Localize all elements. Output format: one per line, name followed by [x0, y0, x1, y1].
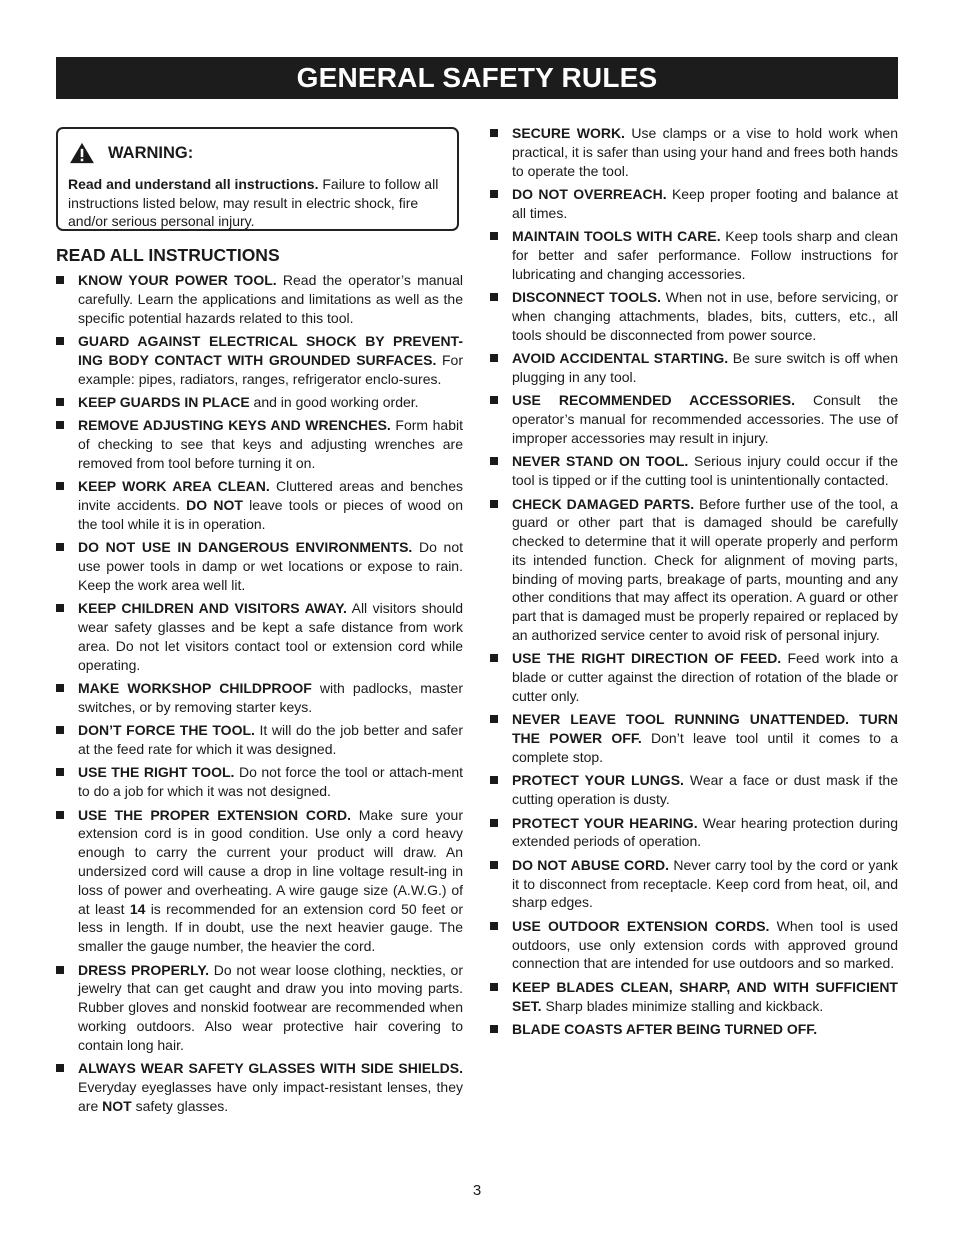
square-bullet-icon — [56, 604, 64, 612]
rule-lead: GUARD AGAINST ELECTRICAL SHOCK BY PREVENT-ING BODY CONTACT WITH GROUNDED SURFACES. — [78, 332, 463, 368]
rule-item — [56, 477, 463, 533]
square-bullet-icon — [56, 337, 64, 345]
square-bullet-icon — [56, 543, 64, 551]
rule-lead: MAKE WORKSHOP CHILDPROOF — [78, 680, 312, 697]
square-bullet-icon — [490, 776, 498, 784]
square-bullet-icon — [490, 354, 498, 362]
warning-text — [68, 175, 448, 231]
rule-lead: DO NOT USE IN DANGEROUS ENVIRONMENTS. — [78, 539, 413, 556]
rule-item — [490, 227, 898, 283]
rule-body-tail: safety glasses. — [131, 1097, 229, 1114]
rule-lead: KNOW YOUR POWER TOOL. — [78, 272, 277, 288]
rule-emphasis: 14 — [129, 900, 146, 917]
rule-emphasis: DO NOT — [186, 497, 243, 514]
rule-body: When tool is used outdoors, use only extension cords with approved ground connection that are intended for use outdoors and so marked. — [512, 917, 899, 972]
rule-body: Wear hearing protection during extended periods of operation. — [512, 814, 899, 850]
square-bullet-icon — [56, 421, 64, 429]
rule-body: Don’t leave tool until it comes to a complete stop. — [512, 730, 898, 766]
rule-body-tail: leave tools or pieces of wood on the tool while it is in operation. — [78, 497, 463, 532]
square-bullet-icon — [56, 398, 64, 406]
rule-lead: KEEP GUARDS IN PLACE — [78, 393, 250, 410]
rule-item — [56, 961, 463, 1055]
rule-body: Make sure your extension cord is in good condition. Use only a cord heavy enough to carry the current your product will draw. An undersized cord will cause a drop in line voltage result-ing in loss of power and overheating. A wire gauge size (A.W.G.) of at least — [78, 806, 464, 917]
rule-item — [56, 679, 463, 717]
square-bullet-icon — [490, 396, 498, 404]
section-title: READ ALL INSTRUCTIONS — [56, 245, 280, 265]
rule-item — [56, 763, 463, 801]
rule-item — [56, 332, 463, 388]
page-title: GENERAL SAFETY RULES — [56, 57, 898, 99]
rule-item — [56, 416, 463, 472]
rule-body: Do not force the tool or attach-ment to do a job for which it was not designed. — [78, 764, 463, 800]
square-bullet-icon — [56, 726, 64, 734]
square-bullet-icon — [490, 654, 498, 662]
rule-lead: USE OUTDOOR EXTENSION CORDS. — [512, 917, 770, 934]
rule-lead: DO NOT OVERREACH. — [512, 185, 667, 202]
square-bullet-icon — [490, 861, 498, 869]
rule-body: Never carry tool by the cord or yank it to disconnect from receptacle. Keep cord from heat, oil, and sharp edges. — [512, 856, 898, 911]
square-bullet-icon — [490, 500, 498, 508]
rule-lead: DRESS PROPERLY. — [78, 961, 210, 978]
rule-item — [56, 599, 463, 674]
rule-item — [490, 185, 898, 223]
rule-body: Be sure switch is off when plugging in any tool. — [512, 350, 898, 385]
right-rule-list — [490, 124, 898, 1043]
square-bullet-icon — [56, 482, 64, 490]
rule-body: For example: pipes, radiators, ranges, refrigerator enclo-sures. — [78, 351, 464, 387]
rule-lead: DISCONNECT TOOLS. — [512, 289, 662, 306]
rule-item — [490, 771, 898, 809]
rule-body-tail: is recommended for an extension cord 50 feet or less in length. If in doubt, use the next heavier gauge. The smaller the gauge number, the heavier the cord. — [78, 900, 464, 955]
rule-body: Keep tools sharp and clean for better and safer performance. Follow instructions for lubricating and changing accessories. — [512, 228, 898, 282]
rule-item — [56, 721, 463, 759]
rule-body: When not in use, before servicing, or when changing attachments, blades, bits, cutters, etc., all tools should be disconnected from power source. — [512, 289, 898, 343]
rule-body: Form habit of checking to see that keys and adjusting wrenches are removed from tool before turning it on. — [78, 417, 463, 471]
rule-lead: BLADE COASTS AFTER BEING TURNED OFF. — [512, 1020, 818, 1037]
rule-body: Wear a face or dust mask if the cutting operation is dusty. — [512, 772, 898, 808]
rule-lead: USE THE RIGHT TOOL. — [78, 764, 235, 781]
rule-lead: USE THE RIGHT DIRECTION OF FEED. — [512, 650, 782, 667]
rule-lead: KEEP WORK AREA CLEAN. — [78, 478, 270, 495]
square-bullet-icon — [490, 129, 498, 137]
rule-item — [56, 393, 463, 412]
rule-body: Do not use power tools in damp or wet locations or expose to rain. Keep the work area well lit. — [78, 539, 464, 593]
rule-body: Everyday eyeglasses have only impact-resistant lenses, they are — [78, 1079, 463, 1114]
rule-item — [490, 814, 898, 852]
rule-lead: USE THE PROPER EXTENSION CORD. — [78, 806, 351, 823]
rule-item — [490, 649, 898, 705]
page-number: 3 — [472, 1182, 482, 1199]
square-bullet-icon — [490, 983, 498, 991]
warning-body: Failure to follow all instructions listed below, may result in electric shock, fire and/or serious personal injury. — [68, 176, 439, 229]
square-bullet-icon — [490, 457, 498, 465]
rule-lead: ALWAYS WEAR SAFETY GLASSES WITH SIDE SHIELDS. — [78, 1060, 463, 1077]
rule-item — [490, 978, 898, 1016]
square-bullet-icon — [490, 190, 498, 198]
warning-box — [56, 127, 459, 231]
warning-heading-row — [68, 142, 448, 164]
square-bullet-icon — [56, 1064, 64, 1072]
rule-item — [56, 271, 463, 327]
square-bullet-icon — [56, 966, 64, 974]
rule-body: Serious injury could occur if the tool is tipped or if the cutting tool is unintentionally contacted. — [512, 453, 898, 489]
warning-triangle-icon — [68, 142, 96, 164]
square-bullet-icon — [56, 768, 64, 776]
rule-lead: USE RECOMMENDED ACCESSORIES. — [512, 392, 795, 409]
rule-body: Cluttered areas and benches invite accidents. — [78, 478, 463, 514]
square-bullet-icon — [56, 276, 64, 284]
warning-heading: WARNING: — [108, 143, 194, 162]
rule-lead: CHECK DAMAGED PARTS. — [512, 495, 695, 512]
rule-lead: PROTECT YOUR LUNGS. — [512, 772, 684, 789]
rule-item — [490, 124, 898, 180]
rule-item — [490, 452, 898, 490]
rule-lead: MAINTAIN TOOLS WITH CARE. — [512, 228, 721, 245]
warning-lead: Read and understand all instructions. — [68, 176, 319, 192]
rule-item — [490, 349, 898, 387]
rule-lead: AVOID ACCIDENTAL STARTING. — [512, 350, 729, 367]
rule-body: Sharp blades minimize stalling and kickback. — [541, 997, 824, 1014]
rule-lead: DO NOT ABUSE CORD. — [512, 856, 670, 873]
rule-body: and in good working order. — [249, 393, 419, 410]
rule-item — [490, 495, 898, 645]
rule-item — [490, 710, 898, 766]
rule-body: It will do the job better and safer at the feed rate for which it was designed. — [78, 722, 463, 758]
rule-lead: KEEP BLADES CLEAN, SHARP, AND WITH SUFFICIENT SET. — [512, 978, 898, 1014]
rule-item — [490, 856, 898, 912]
rule-item — [490, 288, 898, 344]
rule-emphasis: NOT — [102, 1097, 132, 1114]
square-bullet-icon — [490, 293, 498, 301]
rule-body: Use clamps or a vise to hold work when practical, it is safer than using your hand and frees both hands to operate the tool. — [512, 125, 899, 179]
rule-lead: PROTECT YOUR HEARING. — [512, 814, 698, 831]
square-bullet-icon — [490, 819, 498, 827]
rule-item — [490, 391, 898, 447]
rule-item — [56, 806, 463, 956]
rule-body: with padlocks, master switches, or by removing starter keys. — [78, 680, 463, 715]
left-rule-list — [56, 271, 463, 1120]
rule-lead: DON’T FORCE THE TOOL. — [78, 722, 255, 739]
rule-item — [490, 917, 898, 973]
rule-item — [56, 538, 463, 594]
rule-body: All visitors should wear safety glasses and be kept a safe distance from work area. Do not let visitors contact tool or extension cord while operating. — [78, 600, 463, 673]
rule-body: Feed work into a blade or cutter against the direction of rotation of the blade or cutter only. — [512, 650, 898, 705]
square-bullet-icon — [56, 684, 64, 692]
rule-lead: REMOVE ADJUSTING KEYS AND WRENCHES. — [78, 417, 391, 434]
square-bullet-icon — [490, 232, 498, 240]
rule-lead: NEVER STAND ON TOOL. — [512, 453, 689, 470]
rule-lead: KEEP CHILDREN AND VISITORS AWAY. — [78, 600, 347, 617]
rule-body: Before further use of the tool, a guard or other part that is damaged should be carefully checked to determine that it will operate properly and perform its intended function. Check for alignment of moving parts, binding of moving parts, breakage of parts, mounting and any other conditions that may affect its operation. A guard or other part that is damaged must be properly repaired or replaced by an authorized service center to avoid risk of personal injury. — [512, 495, 898, 644]
rule-body: Do not wear loose clothing, neckties, or jewelry that can get caught and draw you into moving parts. Rubber gloves and nonskid footwear are recommended when working outdoors. Also wear protective hair covering to contain long hair. — [78, 961, 463, 1053]
rule-body: Keep proper footing and balance at all times. — [512, 185, 898, 221]
square-bullet-icon — [56, 811, 64, 819]
rule-item — [490, 1020, 898, 1039]
square-bullet-icon — [490, 1025, 498, 1033]
rule-item — [56, 1059, 463, 1115]
square-bullet-icon — [490, 922, 498, 930]
square-bullet-icon — [490, 715, 498, 723]
rule-lead: NEVER LEAVE TOOL RUNNING UNATTENDED. TURN THE POWER OFF. — [512, 711, 898, 747]
rule-body: Consult the operator’s manual for recommended accessories. The use of improper accessories may result in injury. — [512, 392, 898, 446]
rule-body: Read the operator’s manual carefully. Learn the applications and limitations as well as the specific potential hazards related to this tool. — [78, 272, 463, 326]
rule-lead: SECURE WORK. — [512, 125, 625, 141]
